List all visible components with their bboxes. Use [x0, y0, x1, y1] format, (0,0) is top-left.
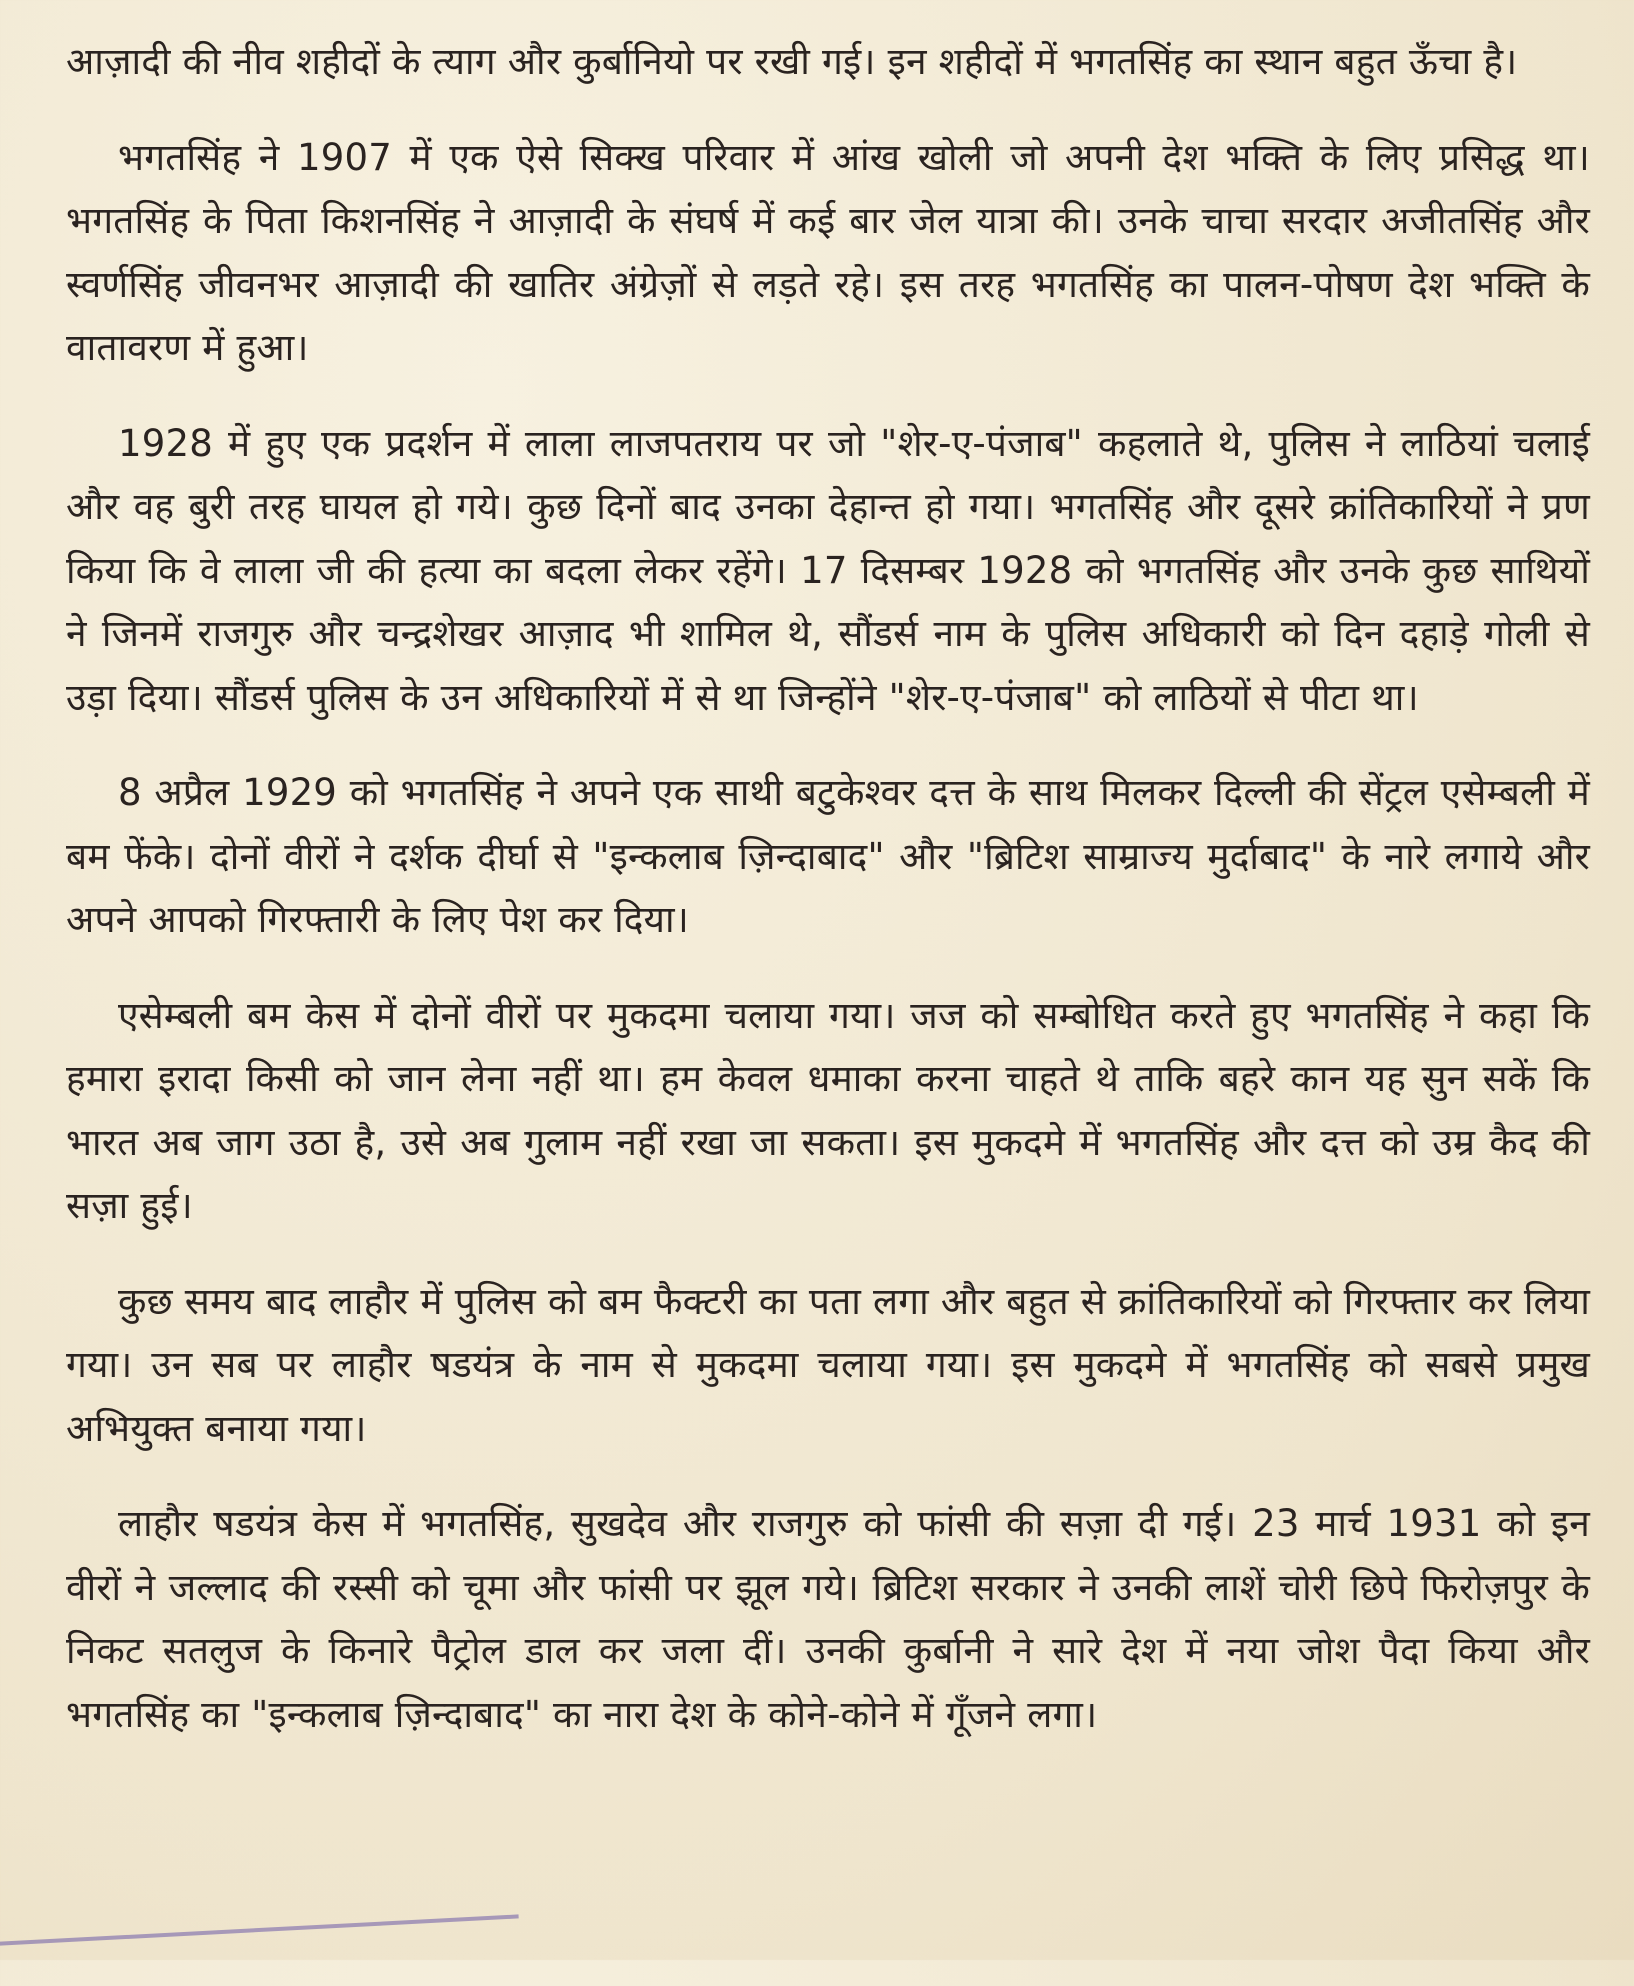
ink-stamp-mark	[0, 1914, 521, 1985]
paragraph-execution: लाहौर षडयंत्र केस में भगतसिंह, सुखदेव और राजगुरु को फांसी की सज़ा दी गई। 23 मार्च 1931 को इन वीरों ने जल्लाद की रस्सी को चूमा और फांसी पर झूल गये। ब्रिटिश सरकार ने उनकी लाशें चोरी छिपे फिरोज़पुर के निकट सतलुज के किनारे पैट्रोल डाल कर जला दीं। उनकी कुर्बानी ने सारे देश में नया जोश पैदा किया और भगतसिंह का "इन्कलाब ज़िन्दाबाद" का नारा देश के कोने-कोने में गूँजने लगा।	[66, 1502, 1590, 1736]
paragraph-intro: आज़ादी की नीव शहीदों के त्याग और कुर्बानियो पर रखी गई। इन शहीदों में भगतसिंह का स्थान बहुत ऊँचा है।	[66, 40, 1518, 83]
paragraph-lahore: कुछ समय बाद लाहौर में पुलिस को बम फैक्टरी का पता लगा और बहुत से क्रांतिकारियों को गिरफ्तार कर लिया गया। उन सब पर लाहौर षडयंत्र के नाम से मुकदमा चलाया गया। इस मुकदमे में भगतसिंह को सबसे प्रमुख अभियुक्त बनाया गया।	[66, 1279, 1590, 1450]
document-page	[66, 30, 1590, 1778]
paragraph-assembly-bomb: 8 अप्रैल 1929 को भगतसिंह ने अपने एक साथी बटुकेश्वर दत्त के साथ मिलकर दिल्ली की सेंट्रल एसेम्बली में बम फेंके। दोनों वीरों ने दर्शक दीर्घा से "इन्कलाब ज़िन्दाबाद" और "ब्रिटिश साम्राज्य मुर्दाबाद" के नारे लगाये और अपने आपको गिरफ्तारी के लिए पेश कर दिया।	[66, 771, 1590, 941]
paragraph-saunders: 1928 में हुए एक प्रदर्शन में लाला लाजपतराय पर जो "शेर-ए-पंजाब" कहलाते थे, पुलिस ने लाठियां चलाई और वह बुरी तरह घायल हो गये। कुछ दिनों बाद उनका देहान्त हो गया। भगतसिंह और दूसरे क्रांतिकारियों ने प्रण किया कि वे लाला जी की हत्या का बदला लेकर रहेंगे। 17 दिसम्बर 1928 को भगतसिंह और उनके कुछ साथियों ने जिनमें राजगुरु और चन्द्रशेखर आज़ाद भी शामिल थे, सौंडर्स नाम के पुलिस अधिकारी को दिन दहाड़े गोली से उड़ा दिया। सौंडर्स पुलिस के उन अधिकारियों में से था जिन्होंने "शेर-ए-पंजाब" को लाठियों से पीटा था।	[66, 421, 1590, 719]
paragraph-birth: भगतसिंह ने 1907 में एक ऐसे सिक्ख परिवार में आंख खोली जो अपनी देश भक्ति के लिए प्रसिद्ध था। भगतसिंह के पिता किशनसिंह ने आज़ादी के संघर्ष में कई बार जेल यात्रा की। उनके चाचा सरदार अजीतसिंह और स्वर्णसिंह जीवनभर आज़ादी की खातिर अंग्रेज़ों से लड़ते रहे। इस तरह भगतसिंह का पालन-पोषण देश भक्ति के वातावरण में हुआ।	[66, 135, 1590, 369]
paragraph-trial: एसेम्बली बम केस में दोनों वीरों पर मुकदमा चलाया गया। जज को सम्बोधित करते हुए भगतसिंह ने कहा कि हमारा इरादा किसी को जान लेना नहीं था। हम केवल धमाका करना चाहते थे ताकि बहरे कान यह सुन सकें कि भारत अब जाग उठा है, उसे अब गुलाम नहीं रखा जा सकता। इस मुकदमे में भगतसिंह और दत्त को उम्र कैद की सज़ा हुई।	[66, 993, 1590, 1227]
